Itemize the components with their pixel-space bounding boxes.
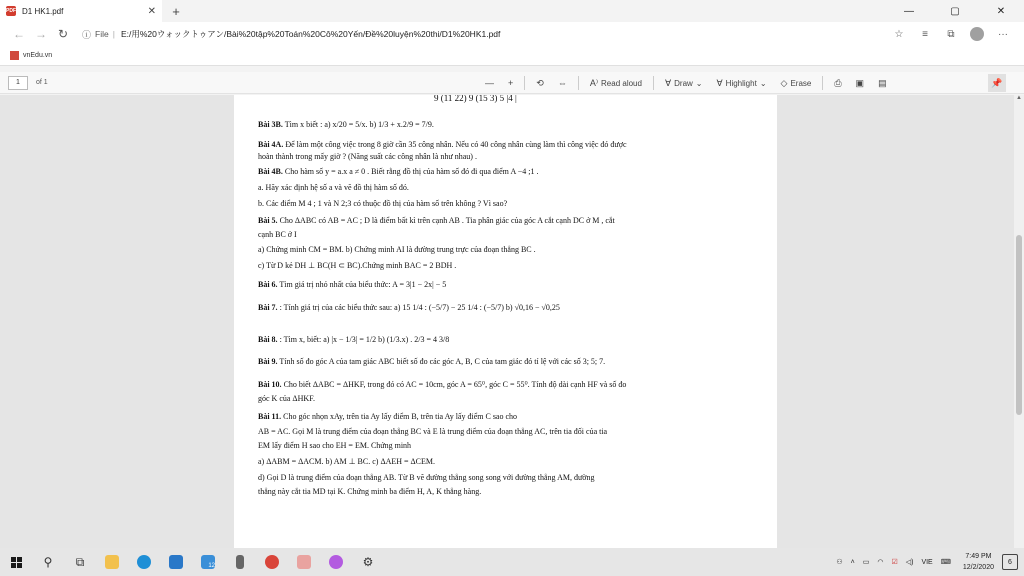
- exercise-number: Bài 5.: [258, 216, 278, 225]
- highlight-icon: ∀: [716, 77, 723, 88]
- page-total: of 1: [36, 79, 48, 86]
- volume-icon[interactable]: ◁): [905, 559, 914, 566]
- exercise-number: Bài 8.: [258, 335, 278, 344]
- toolbar-divider: [524, 76, 525, 90]
- file-explorer-icon[interactable]: [96, 548, 128, 576]
- more-menu-icon[interactable]: ···: [998, 28, 1008, 40]
- pdf-toolbar: [0, 72, 1024, 94]
- read-aloud-label: Read aloud: [601, 78, 642, 88]
- forward-arrow-icon[interactable]: →: [35, 27, 47, 41]
- read-aloud-button[interactable]: [583, 78, 649, 89]
- vertical-scrollbar[interactable]: [1014, 95, 1024, 548]
- scroll-up-icon[interactable]: ▲: [1016, 95, 1022, 101]
- doc-line: góc K của ΔHKF.: [258, 394, 315, 403]
- url-text[interactable]: E:/用%20ウォックトゥアン/Bài%20tập%20Toán%20Cô%20Yến/Đề%20luyện%20thi/D1%20HK1.pdf: [120, 29, 501, 39]
- save-as-icon[interactable]: ▤: [878, 77, 887, 88]
- new-tab-button[interactable]: +: [172, 3, 180, 19]
- minimize-button[interactable]: —: [904, 5, 914, 17]
- doc-line: Bài 4B. Cho hàm số y = a.x a ≠ 0 . Biết rằng đồ thị của hàm số đó đi qua điểm A −4 ;1 .: [258, 167, 539, 176]
- exercise-number: Bài 9.: [258, 357, 278, 366]
- clock[interactable]: [955, 551, 1002, 573]
- pdf-tools: [478, 72, 894, 94]
- erase-button[interactable]: [774, 78, 819, 89]
- tab-close-button[interactable]: ✕: [147, 5, 156, 17]
- exercise-number: Bài 4B.: [258, 167, 283, 176]
- title-bar: [0, 0, 1024, 22]
- wifi-icon[interactable]: ◠: [877, 559, 884, 566]
- favorites-bar: [0, 46, 1024, 66]
- doc-line: d) Gọi D là trung điểm của đoạn thẳng AB. Từ B vẽ đường thẳng song song với đường thẳng AM, đường: [258, 473, 595, 482]
- highlight-label: Highlight: [725, 78, 757, 88]
- url-separator: |: [112, 29, 115, 39]
- zoom-in-icon[interactable]: +: [508, 78, 514, 88]
- doc-line: Bài 3B. Tìm x biết : a) x/20 = 5/x. b) 1/3 + x.2/9 = 7/9.: [258, 120, 434, 129]
- chevron-up-icon[interactable]: ˄: [850, 558, 855, 566]
- cut-off-line: 9 (11 22) 9 (15 3) 5 |4 |: [434, 95, 517, 103]
- clock-time: 7:49 PM: [965, 553, 992, 560]
- vnedu-favicon-icon: [10, 51, 19, 60]
- chevron-down-icon[interactable]: ⌄: [759, 78, 767, 88]
- collections-icon[interactable]: ⧉: [947, 28, 955, 40]
- draw-label: Draw: [674, 78, 693, 88]
- doc-line: a) Chứng minh CM = BM. b) Chứng minh AI là đường trung trực của đoạn thẳng BC .: [258, 245, 536, 254]
- toolbar-right: [982, 72, 1006, 94]
- system-tray: [832, 548, 1024, 576]
- page-number-input[interactable]: 1: [8, 76, 28, 90]
- doc-line: Bài 7. : Tính giá trị của các biểu thức sau: a) 15 1/4 : (−5/7) − 25 1/4 : (−5/7) b) √0,16 − √0,25: [258, 303, 560, 312]
- pdf-viewer[interactable]: [0, 95, 1024, 548]
- clock-date: 12/2/2020: [962, 564, 994, 571]
- doc-line: Bài 11. Cho góc nhọn xAy, trên tia Ay lấy điểm B, trên tia Ay lấy điểm C sao cho: [258, 412, 518, 421]
- scrollbar-thumb[interactable]: [1016, 235, 1022, 415]
- doc-line: cạnh BC ở I: [258, 230, 297, 239]
- browser-tab[interactable]: [0, 0, 162, 22]
- window-controls: [886, 0, 1024, 22]
- windows-logo-icon: [11, 557, 22, 568]
- doc-line: AB = AC. Gọi M là trung điểm của đoạn thẳng BC và E là trung điểm của đoạn thẳng AC, trên tia đối của tia: [258, 427, 608, 436]
- search-icon[interactable]: ⚲: [43, 555, 53, 569]
- doc-line: Bài 4A. Để làm một công việc trong 8 giờ cần 35 công nhân. Nếu có 40 công nhân cùng làm thì công việc đó được: [258, 140, 627, 149]
- read-aloud-icon: A⁾: [589, 77, 599, 88]
- chrome-icon[interactable]: [256, 548, 288, 576]
- pdf-file-icon: PDF: [6, 8, 16, 14]
- exercise-number: Bài 11.: [258, 412, 282, 421]
- info-icon[interactable]: ⓘ: [82, 29, 92, 40]
- doc-line: c) Từ D kẻ DH ⊥ BC(H ⊂ BC).Chứng minh BAC = 2 BDH .: [258, 261, 457, 270]
- notification-center-icon[interactable]: 6: [1002, 554, 1018, 570]
- draw-button[interactable]: [658, 78, 710, 89]
- language-indicator[interactable]: VIE: [921, 558, 933, 566]
- save-icon[interactable]: ▣: [855, 77, 865, 88]
- exercise-number: Bài 7.: [258, 303, 278, 312]
- draw-icon: ∀: [664, 77, 672, 88]
- task-view-icon[interactable]: ⧉: [75, 554, 85, 569]
- exercise-number: Bài 3B.: [258, 120, 283, 129]
- print-icon[interactable]: ⎙: [834, 77, 842, 88]
- pdf-page: [234, 95, 777, 548]
- address-bar: [0, 22, 1024, 46]
- maximize-button[interactable]: ▢: [950, 5, 960, 17]
- doc-line: Bài 9. Tính số đo góc A của tam giác ABC biết số đo các góc A, B, C của tam giác đó tỉ lệ với các số 3; 5; 7.: [258, 357, 606, 366]
- favorites-icon[interactable]: ≡: [922, 28, 928, 40]
- usb-drive-icon[interactable]: [224, 548, 256, 576]
- taskbar: [0, 548, 1024, 576]
- doc-line: Bài 8. : Tìm x, biết: a) |x − 1/3| = 1/2 b) (1/3.x) . 2/3 = 4 3/8: [258, 335, 450, 344]
- refresh-icon[interactable]: ↻: [57, 27, 69, 41]
- doc-line: b. Các điểm M 4 ; 1 và N 2;3 có thuộc đồ thị của hàm số trên không ? Vì sao?: [258, 199, 508, 208]
- pin-toolbar-icon[interactable]: 📌: [988, 74, 1006, 92]
- zoom-out-icon[interactable]: —: [485, 78, 494, 88]
- doc-line: hoàn thành trong mấy giờ ? (Năng suất các công nhân là như nhau) .: [258, 152, 477, 161]
- url-scheme-label: File: [95, 29, 109, 39]
- close-window-button[interactable]: ✕: [996, 5, 1006, 17]
- exercise-number: Bài 6.: [258, 280, 278, 289]
- network-icon[interactable]: ▭: [862, 559, 870, 566]
- photos-icon[interactable]: 12: [192, 548, 224, 576]
- erase-label: Erase: [790, 78, 812, 88]
- fit-page-icon[interactable]: ⇔: [557, 78, 567, 88]
- star-icon[interactable]: ☆: [894, 28, 904, 40]
- exercise-number: Bài 4A.: [258, 140, 284, 149]
- keyboard-icon[interactable]: ⌨: [940, 559, 951, 566]
- toolbar-divider: [653, 76, 654, 90]
- toolbar-divider: [822, 76, 823, 90]
- toolbar-divider: [578, 76, 579, 90]
- tab-title: D1 HK1.pdf: [22, 6, 64, 16]
- start-button[interactable]: [0, 548, 32, 576]
- doc-line: a. Hãy xác định hệ số a và vẽ đồ thị hàm số đó.: [258, 183, 409, 192]
- doc-line: Bài 6. Tìm giá trị nhỏ nhất của biểu thức: A = 3|1 − 2x| − 5: [258, 280, 447, 289]
- rotate-icon[interactable]: ⟲: [536, 77, 544, 88]
- eraser-icon: ◇: [780, 77, 788, 88]
- doc-line: thẳng này cắt tia MD tại K. Chứng minh ba điểm H, A, K thẳng hàng.: [258, 487, 482, 496]
- antivirus-icon[interactable]: ☑: [891, 559, 898, 566]
- profile-avatar[interactable]: [970, 27, 984, 41]
- edge-browser-icon[interactable]: [128, 548, 160, 576]
- exercise-number: Bài 10.: [258, 380, 282, 389]
- paint-icon[interactable]: [320, 548, 352, 576]
- doc-line: Bài 10. Cho biết ΔABC = ΔHKF, trong đó có AC = 10cm, góc A = 65⁰, góc C = 55⁰. Tính độ dài cạnh HF và số đo: [258, 380, 627, 389]
- highlight-button[interactable]: [710, 78, 774, 89]
- people-icon[interactable]: ⚇: [836, 559, 843, 566]
- calendar-icon[interactable]: [288, 548, 320, 576]
- settings-gear-icon[interactable]: ⚙: [362, 555, 374, 569]
- doc-line: a) ΔABM = ΔACM. b) AM ⊥ BC. c) ΔAEH = ΔCEM.: [258, 457, 436, 466]
- doc-line: Bài 5. Cho ΔABC có AB = AC ; D là điểm bất kì trên cạnh AB . Tia phân giác của góc A cắt cạnh DC ở M , cắt: [258, 216, 615, 225]
- favorite-link-vnedu[interactable]: vnEdu.vn: [23, 52, 53, 59]
- chevron-down-icon[interactable]: ⌄: [695, 78, 703, 88]
- doc-line: EM lấy điểm H sao cho EH = EM. Chứng minh: [258, 441, 412, 450]
- back-arrow-icon[interactable]: ←: [13, 27, 25, 41]
- url-field[interactable]: [82, 25, 878, 43]
- mail-icon[interactable]: [160, 548, 192, 576]
